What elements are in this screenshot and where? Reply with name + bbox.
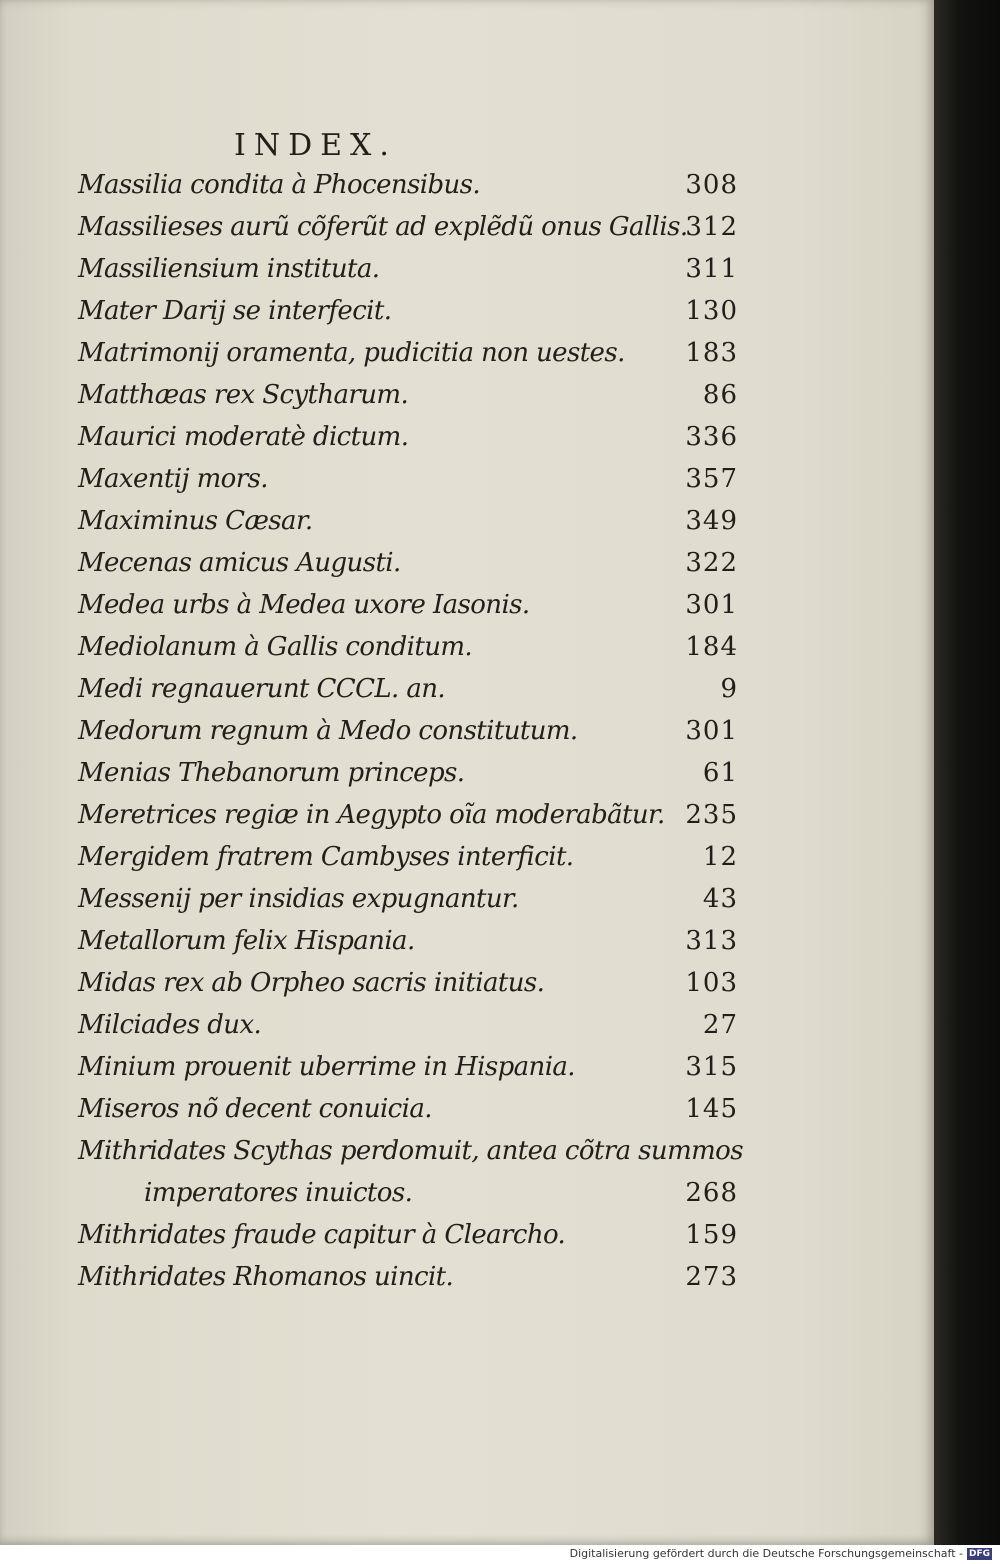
entry-page-number: 130 — [685, 296, 738, 326]
entry-text: Matthæas rex Scytharum. — [78, 380, 409, 410]
entry-text: Maurici moderatè dictum. — [78, 422, 409, 452]
entry-page-number: 336 — [685, 422, 738, 452]
entry-page-number: 349 — [685, 506, 738, 536]
index-entry-continuation — [78, 1172, 738, 1214]
entry-page-number: 308 — [685, 170, 738, 200]
index-entry — [78, 416, 738, 458]
entry-text: Messenij per insidias expugnantur. — [78, 884, 519, 914]
entry-page-number: 103 — [685, 968, 738, 998]
entry-page-number: 9 — [720, 674, 738, 704]
entry-page-number: 61 — [702, 758, 738, 788]
entry-page-number: 184 — [685, 632, 738, 662]
entry-text: Medi regnauerunt CCCL. an. — [78, 674, 446, 704]
index-entry — [78, 752, 738, 794]
index-entry — [78, 458, 738, 500]
entry-text: Medorum regnum à Medo constitutum. — [78, 716, 578, 746]
entry-page-number: 273 — [685, 1262, 738, 1292]
index-entry — [78, 836, 738, 878]
entry-text: Mediolanum à Gallis conditum. — [78, 632, 473, 662]
entry-text: Milciades dux. — [78, 1010, 262, 1040]
index-entry — [78, 248, 738, 290]
entry-page-number: 86 — [702, 380, 738, 410]
index-entry — [78, 164, 738, 206]
entry-text: imperatores inuictos. — [144, 1178, 413, 1208]
entry-page-number: 311 — [685, 254, 738, 284]
index-entry — [78, 626, 738, 668]
entry-page-number: 312 — [685, 212, 738, 242]
index-entry — [78, 1130, 743, 1172]
entry-text: Mergidem fratrem Cambyses interficit. — [78, 842, 574, 872]
entry-text: Matrimonij oramenta, pudicitia non uestes. — [78, 338, 625, 368]
index-entry — [78, 794, 738, 836]
entry-page-number: 183 — [685, 338, 738, 368]
index-entry — [78, 962, 738, 1004]
index-entry — [78, 920, 738, 962]
entry-text: Midas rex ab Orpheo sacris initiatus. — [78, 968, 545, 998]
entry-text: Metallorum felix Hispania. — [78, 926, 415, 956]
index-entries — [78, 164, 743, 1298]
index-entry — [78, 710, 738, 752]
page-header: INDEX. — [234, 128, 397, 163]
index-entry — [78, 668, 738, 710]
index-entry — [78, 374, 738, 416]
entry-page-number: 27 — [702, 1010, 738, 1040]
entry-text: Minium prouenit uberrime in Hispania. — [78, 1052, 575, 1082]
entry-page-number: 145 — [685, 1094, 738, 1124]
index-entry — [78, 1214, 738, 1256]
dfg-logo: DFG — [968, 1549, 990, 1559]
credit-text: Digitalisierung gefördert durch die Deutsche Forschungsgemeinschaft - — [569, 1547, 963, 1560]
entry-text: Menias Thebanorum princeps. — [78, 758, 465, 788]
index-entry — [78, 1046, 738, 1088]
index-entry — [78, 1256, 738, 1298]
index-entry — [78, 878, 738, 920]
entry-text: Meretrices regiæ in Aegypto oĩa moderabãtur. — [78, 800, 665, 830]
index-entry — [78, 1088, 738, 1130]
entry-text: Maxentij mors. — [78, 464, 268, 494]
entry-text: Mithridates Scythas perdomuit, antea cõtra summos — [78, 1136, 743, 1166]
entry-page-number: 313 — [685, 926, 738, 956]
entry-text: Mecenas amicus Augusti. — [78, 548, 401, 578]
book-edge-shadow — [934, 0, 1000, 1545]
index-entry — [78, 584, 738, 626]
entry-text: Massilia condita à Phocensibus. — [78, 170, 481, 200]
entry-text: Mater Darij se interfecit. — [78, 296, 392, 326]
index-entry — [78, 206, 738, 248]
entry-page-number: 301 — [685, 590, 738, 620]
entry-page-number: 301 — [685, 716, 738, 746]
entry-page-number: 322 — [685, 548, 738, 578]
index-entry — [78, 500, 738, 542]
index-entry — [78, 1004, 738, 1046]
entry-page-number: 43 — [702, 884, 738, 914]
entry-text: Miseros nõ decent conuicia. — [78, 1094, 432, 1124]
entry-text: Medea urbs à Medea uxore Iasonis. — [78, 590, 530, 620]
index-entry — [78, 542, 738, 584]
entry-page-number: 315 — [685, 1052, 738, 1082]
entry-text: Massiliensium instituta. — [78, 254, 380, 284]
entry-text: Maximinus Cæsar. — [78, 506, 313, 536]
digitization-credit — [570, 1547, 992, 1560]
entry-text: Mithridates fraude capitur à Clearcho. — [78, 1220, 566, 1250]
entry-page-number: 12 — [702, 842, 738, 872]
entry-text: Mithridates Rhomanos uincit. — [78, 1262, 454, 1292]
index-entry — [78, 290, 738, 332]
entry-page-number: 268 — [685, 1178, 738, 1208]
index-entry — [78, 332, 738, 374]
entry-text: Massilieses aurũ cõferũt ad explẽdũ onus Gallis. — [78, 212, 688, 242]
entry-page-number: 159 — [685, 1220, 738, 1250]
entry-page-number: 235 — [685, 800, 738, 830]
entry-page-number: 357 — [685, 464, 738, 494]
